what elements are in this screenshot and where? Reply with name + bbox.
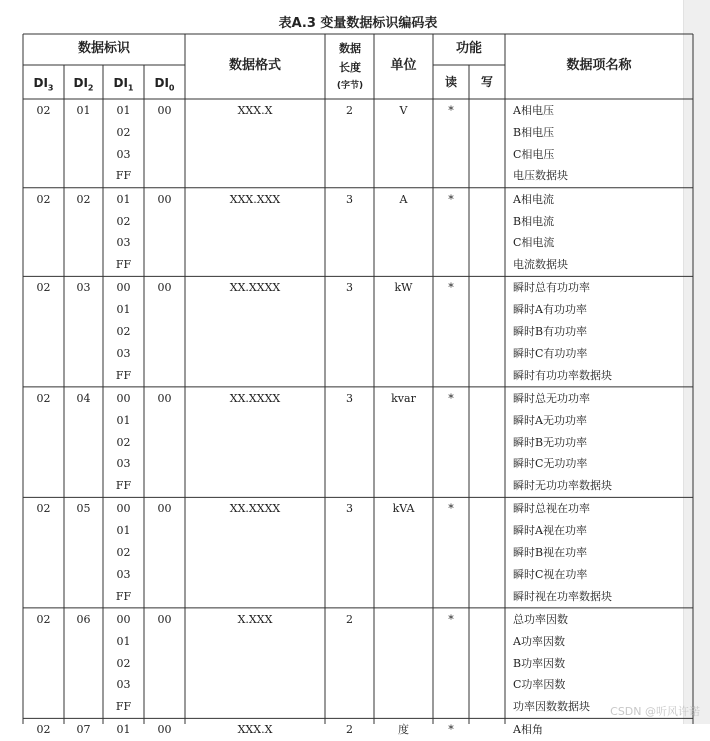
cell-unit: V bbox=[399, 104, 408, 117]
cell-read-mark: * bbox=[448, 612, 454, 626]
cell-di1: 03 bbox=[116, 457, 131, 471]
cell-di0: 00 bbox=[157, 192, 172, 206]
cell-data-length: 3 bbox=[346, 281, 353, 295]
cell-di1: 00 bbox=[116, 391, 131, 405]
cell-di1: FF bbox=[115, 258, 132, 272]
header-di3-sub: 3 bbox=[47, 83, 54, 93]
cell-item-name: A功率因数 bbox=[513, 634, 565, 648]
cell-item-name: 功率因数数据块 bbox=[513, 700, 590, 714]
cell-item-name: 电压数据块 bbox=[513, 169, 568, 183]
cell-di2: 03 bbox=[76, 281, 91, 295]
cell-item-name: B相电压 bbox=[513, 125, 555, 139]
cell-unit: kVA bbox=[392, 502, 415, 516]
cell-di1: 01 bbox=[116, 634, 131, 648]
cell-di1: FF bbox=[115, 700, 132, 714]
cell-di1: 03 bbox=[116, 678, 131, 692]
cell-read-mark: * bbox=[448, 104, 454, 117]
cell-di0: 00 bbox=[157, 391, 172, 405]
cell-item-name: 瞬时A视在功率 bbox=[513, 524, 587, 538]
cell-di1: 03 bbox=[116, 236, 131, 250]
cell-di1: 01 bbox=[116, 413, 131, 427]
cell-di1: 01 bbox=[116, 723, 131, 737]
cell-item-name: 瞬时C无功功率 bbox=[513, 457, 588, 471]
cell-di1: FF bbox=[115, 169, 132, 183]
cell-di1: 01 bbox=[116, 104, 131, 117]
cell-data-length: 2 bbox=[346, 104, 353, 117]
cell-di1: 00 bbox=[116, 612, 131, 626]
header-item-name: 数据项名称 bbox=[566, 58, 632, 73]
cell-data-length: 2 bbox=[346, 723, 353, 737]
cell-di1: 02 bbox=[116, 435, 131, 449]
cell-item-name: 总功率因数 bbox=[513, 612, 568, 626]
header-length-line1: 数据 bbox=[339, 42, 361, 55]
header-di0-sub: 0 bbox=[168, 83, 175, 93]
cell-di1: 02 bbox=[116, 546, 131, 559]
cell-di1: 03 bbox=[116, 567, 131, 581]
header-length-line3: (字节) bbox=[336, 81, 364, 91]
cell-item-name: 电流数据块 bbox=[513, 258, 568, 272]
header-di1-sub: 1 bbox=[127, 83, 134, 93]
cell-data-format: XXX.X bbox=[237, 104, 273, 117]
cell-di3: 02 bbox=[36, 612, 51, 626]
header-di0 bbox=[144, 72, 185, 99]
header-data-format: 数据格式 bbox=[228, 58, 281, 73]
cell-di1: 02 bbox=[116, 325, 131, 338]
table-title: 表A.3 变量数据标识编码表 bbox=[278, 16, 438, 31]
cell-di2: 04 bbox=[76, 391, 91, 405]
cell-read-mark: * bbox=[448, 723, 454, 737]
cell-data-format: XX.XXXX bbox=[229, 281, 281, 295]
cell-di3: 02 bbox=[36, 281, 51, 295]
cell-data-length: 3 bbox=[346, 502, 353, 516]
cell-di0: 00 bbox=[157, 723, 172, 737]
cell-read-mark: * bbox=[448, 192, 454, 206]
header-unit: 单位 bbox=[390, 58, 417, 73]
cell-data-format: XX.XXXX bbox=[229, 502, 281, 516]
cell-unit: 度 bbox=[398, 723, 409, 737]
cell-read-mark: * bbox=[448, 502, 454, 516]
watermark: CSDN @听风许诺 bbox=[610, 705, 700, 718]
cell-di0: 00 bbox=[157, 502, 172, 516]
header-read: 读 bbox=[444, 75, 457, 89]
cell-item-name: A相电流 bbox=[513, 192, 554, 206]
cell-read-mark: * bbox=[448, 391, 454, 405]
cell-di1: 02 bbox=[116, 125, 131, 139]
header-function: 功能 bbox=[455, 41, 482, 56]
header-length-line2: 长度 bbox=[339, 61, 361, 74]
cell-di3: 02 bbox=[36, 502, 51, 516]
cell-item-name: 瞬时B无功功率 bbox=[513, 435, 588, 449]
header-data-id-group: 数据标识 bbox=[77, 41, 130, 56]
cell-item-name: 瞬时C视在功率 bbox=[513, 567, 588, 581]
cell-unit: kvar bbox=[391, 391, 416, 405]
header-di1 bbox=[103, 72, 144, 99]
cell-item-name: C功率因数 bbox=[513, 678, 566, 692]
cell-item-name: 瞬时C有功功率 bbox=[513, 346, 588, 360]
cell-data-length: 3 bbox=[346, 192, 353, 206]
cell-item-name: B相电流 bbox=[513, 214, 555, 228]
cell-unit: A bbox=[399, 192, 408, 206]
cell-data-format: XXX.XXX bbox=[229, 192, 281, 206]
cell-item-name: C相电压 bbox=[513, 147, 555, 161]
cell-di0: 00 bbox=[157, 281, 172, 295]
cell-di1: 00 bbox=[116, 281, 131, 295]
cell-item-name: 瞬时有功功率数据块 bbox=[513, 368, 612, 382]
cell-di1: 01 bbox=[116, 303, 131, 317]
cell-di2: 07 bbox=[76, 723, 91, 737]
cell-item-name: 瞬时A无功功率 bbox=[513, 413, 587, 427]
header-di0-text: DI bbox=[154, 76, 169, 90]
cell-data-format: XX.XXXX bbox=[229, 391, 281, 405]
cell-item-name: 瞬时B视在功率 bbox=[513, 546, 588, 559]
cell-item-name: A相电压 bbox=[513, 104, 554, 117]
cell-data-format: XXX.X bbox=[237, 723, 273, 737]
header-di3-text: DI bbox=[33, 76, 48, 90]
cell-di1: 02 bbox=[116, 656, 131, 670]
cell-data-format: X.XXX bbox=[237, 612, 273, 626]
header-di2 bbox=[64, 72, 103, 99]
cell-di1: 00 bbox=[116, 502, 131, 516]
cell-di1: 02 bbox=[116, 214, 131, 228]
cell-item-name: 瞬时总视在功率 bbox=[513, 502, 590, 516]
cell-item-name: 瞬时无功功率数据块 bbox=[513, 479, 612, 493]
cell-data-length: 2 bbox=[346, 612, 353, 626]
cell-unit: kW bbox=[394, 281, 413, 295]
cell-data-length: 3 bbox=[346, 391, 353, 405]
cell-item-name: C相电流 bbox=[513, 236, 555, 250]
cell-di3: 02 bbox=[36, 723, 51, 737]
header-di3 bbox=[23, 72, 64, 99]
cell-item-name: 瞬时视在功率数据块 bbox=[513, 589, 612, 603]
header-di2-text: DI bbox=[73, 76, 88, 90]
cell-item-name: 瞬时总无功功率 bbox=[513, 391, 590, 405]
cell-di2: 02 bbox=[76, 192, 91, 206]
cell-di1: FF bbox=[115, 368, 132, 382]
cell-di2: 01 bbox=[76, 104, 91, 117]
cell-di1: FF bbox=[115, 479, 132, 493]
cell-di1: 03 bbox=[116, 346, 131, 360]
cell-di1: 01 bbox=[116, 192, 131, 206]
cell-di2: 05 bbox=[76, 502, 91, 516]
cell-item-name: 瞬时A有功功率 bbox=[513, 303, 587, 317]
cell-di0: 00 bbox=[157, 612, 172, 626]
cell-di1: 03 bbox=[116, 147, 131, 161]
cell-item-name: B功率因数 bbox=[513, 656, 566, 670]
cell-item-name: 瞬时B有功功率 bbox=[513, 325, 588, 338]
cell-item-name: A相角 bbox=[513, 723, 543, 737]
header-write: 写 bbox=[480, 75, 493, 89]
header-di2-sub: 2 bbox=[87, 83, 94, 93]
cell-read-mark: * bbox=[448, 281, 454, 295]
cell-item-name: 瞬时总有功功率 bbox=[513, 281, 590, 295]
cell-di0: 00 bbox=[157, 104, 172, 117]
cell-di3: 02 bbox=[36, 192, 51, 206]
cell-di1: FF bbox=[115, 589, 132, 603]
cell-di2: 06 bbox=[76, 612, 91, 626]
header-data-length bbox=[325, 39, 375, 96]
header-di1-text: DI bbox=[113, 76, 128, 90]
cell-di3: 02 bbox=[36, 104, 51, 117]
cell-di3: 02 bbox=[36, 391, 51, 405]
cell-di1: 01 bbox=[116, 524, 131, 538]
